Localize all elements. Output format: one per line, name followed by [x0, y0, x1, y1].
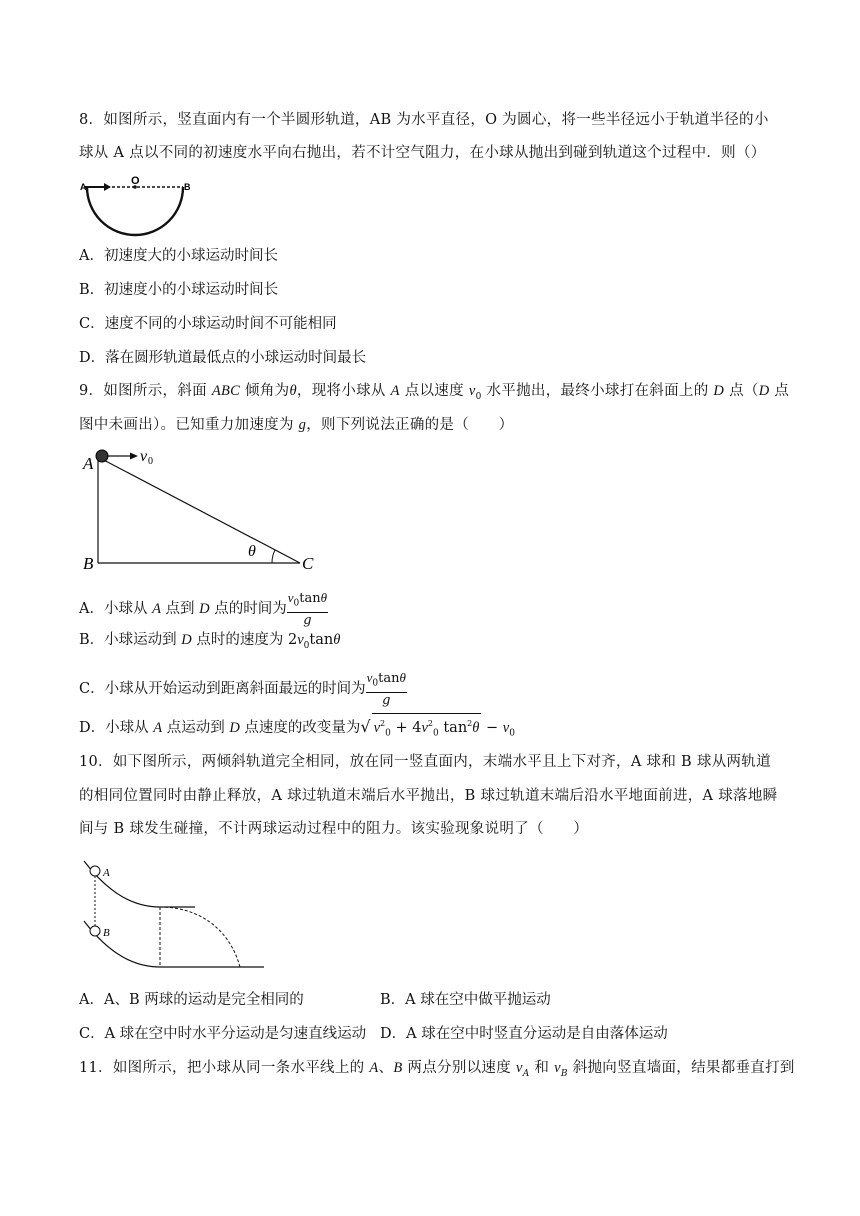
q9-stem-line1: 9．如图所示，斜面 ABC 倾角为θ，现将小球从 A 点以速度 $v_0$ 水平抛出，最终小球打在斜面上的 D 点（D 点 [79, 383, 790, 402]
q8-option-a[interactable]: A．初速度大的小球运动时间长 [79, 248, 278, 264]
q8-option-c[interactable]: C．速度不同的小球运动时间不可能相同 [79, 316, 337, 332]
q10-stem-line2: 的相同位置同时由静止释放，A 球过轨道末端后水平抛出，B 球过轨道末端后沿水平地面前进，A 球落地瞬 [79, 788, 778, 804]
ball-a [90, 866, 100, 876]
incline-ac [98, 457, 300, 563]
label-o: O [131, 175, 140, 187]
svg-text:θ: θ [248, 543, 256, 560]
q10-stem-line1: 10．如下图所示，两倾斜轨道完全相同，放在同一竖直面内，末端水平且上下对齐，A 球和 B 球从两轨道 [79, 754, 771, 770]
label-b: B [184, 182, 190, 192]
ball-b [90, 926, 100, 936]
q8-stem-line1: 8．如图所示，竖直面内有一个半圆形轨道，AB 为水平直径，O 为圆心，将一些半径远小于轨道半径的小 [79, 112, 769, 128]
q11-stem-line1: 11．如图所示，把小球从同一条水平线上的 A、B 两点分别以速度 $v_A$ 和 $v_B$ 斜抛向竖直墙面，结果都垂直打到 [79, 1060, 795, 1079]
q10-stem-line3: 间与 B 球发生碰撞，不计两球运动过程中的阻力。该实验现象说明了（ ） [79, 821, 589, 837]
label-a: A [80, 182, 87, 192]
q10-option-c[interactable]: C．A 球在空中时水平分运动是匀速直线运动 [79, 1026, 367, 1042]
q8-stem-line2: 球从 A 点以不同的初速度水平向右抛出，若不计空气阻力，在小球从抛出到碰到轨道这个过程中．则（） [79, 145, 766, 161]
svg-text:0: 0 [148, 456, 153, 467]
q9-option-b[interactable]: B．小球运动到 D 点时的速度为 $2v_0\tan\theta$ [79, 632, 341, 651]
semicircle-track [87, 187, 183, 235]
svg-text:B: B [83, 554, 94, 573]
projectile-path [160, 907, 240, 967]
svg-text:C: C [302, 554, 314, 573]
q10-option-a[interactable]: A．A、B 两球的运动是完全相同的 [79, 992, 304, 1008]
ball [96, 450, 108, 462]
q8-option-d[interactable]: D．落在圆形轨道最低点的小球运动时间最长 [79, 350, 367, 366]
q9-option-c[interactable]: C．小球从开始运动到距离斜面最远的时间为 $\frac{v_0\tan\theta}{g}$ [79, 670, 406, 708]
q10-option-b[interactable]: B．A 球在空中做平抛运动 [380, 992, 551, 1008]
q8-option-b[interactable]: B．初速度小的小球运动时间长 [79, 282, 279, 298]
q8-semicircle-figure [80, 175, 190, 240]
svg-text:v: v [140, 448, 148, 465]
q9-option-a[interactable]: A．小球从 A 点到 D 点的时间为 $\frac{v_0\tan\theta}{g}$ [79, 590, 328, 628]
svg-text:B: B [103, 927, 110, 939]
q9-incline-figure [80, 443, 320, 575]
svg-text:A: A [103, 867, 110, 879]
q10-tracks-figure [80, 855, 270, 975]
svg-text:A: A [83, 454, 94, 473]
q9-option-d[interactable]: D．小球从 A 点运动到 D 点速度的改变量为√ $v^2_0 + 4v^2_0$ $\tan^2\theta - v_0$ [79, 713, 515, 744]
q9-stem-line2: 图中未画出）。已知重力加速度为 g，则下列说法正确的是（ ） [79, 417, 514, 433]
q10-option-d[interactable]: D．A 球在空中时竖直分运动是自由落体运动 [380, 1026, 668, 1042]
